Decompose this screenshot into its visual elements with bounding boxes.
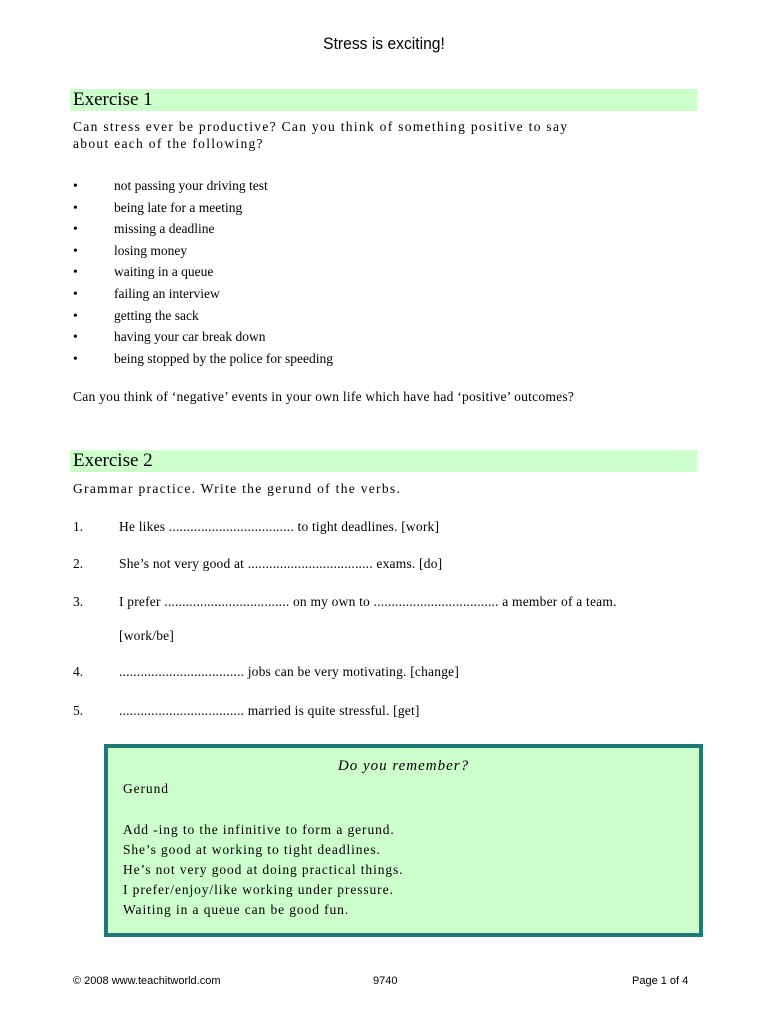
list-item <box>73 240 333 262</box>
list-item-text: waiting in a queue <box>114 264 214 280</box>
reminder-box <box>104 744 703 937</box>
question-number: 3. <box>73 594 84 609</box>
list-item <box>73 283 333 305</box>
bullet-icon: • <box>73 285 78 301</box>
bullet-icon: • <box>73 221 78 237</box>
bullet-icon: • <box>73 178 78 193</box>
question-text: She’s not very good at ................................... exams. [do] <box>119 556 443 571</box>
footer-copyright: © 2008 www.teachitworld.com <box>73 975 221 987</box>
question-text: I prefer ................................... on my own to ................................... a member of a team. <box>119 594 617 609</box>
exercise-1-intro-line-1: Can stress ever be productive? Can you think of something positive to say <box>73 119 569 134</box>
question-5 <box>73 703 420 719</box>
list-item <box>73 261 333 283</box>
list-item <box>73 348 333 370</box>
list-item-text: not passing your driving test <box>114 178 268 193</box>
exercise-1-bullet-list <box>73 175 333 369</box>
exercise-2-intro: Grammar practice. Write the gerund of the verbs. <box>73 481 402 496</box>
list-item <box>73 305 333 327</box>
list-item-text: having your car break down <box>114 329 266 345</box>
exercise-1-question: Can you think of ‘negative’ events in your own life which have had ‘positive’ outcomes? <box>73 389 575 404</box>
reminder-line: She’s good at working to tight deadlines. <box>123 842 381 857</box>
exercise-1-heading: Exercise 1 <box>70 89 697 111</box>
reminder-title: Do you remember? <box>337 758 470 774</box>
list-item-text: missing a deadline <box>114 221 215 237</box>
exercise-1-intro-line-2: about each of the following? <box>73 136 264 151</box>
reminder-line: He’s not very good at doing practical things. <box>123 862 404 877</box>
question-3-hint <box>73 628 174 644</box>
list-item-text: being stopped by the police for speeding <box>114 350 333 366</box>
question-text: He likes ................................... to tight deadlines. [work] <box>119 519 440 534</box>
list-item <box>73 326 333 348</box>
question-1 <box>73 519 439 535</box>
question-number: 2. <box>73 556 84 571</box>
list-item <box>73 197 333 219</box>
question-number: 4. <box>73 664 84 679</box>
bullet-icon: • <box>73 242 78 258</box>
question-3 <box>73 594 617 610</box>
reminder-line: Waiting in a queue can be good fun. <box>123 902 350 917</box>
question-2 <box>73 556 442 572</box>
question-number: 5. <box>73 703 84 718</box>
bullet-icon: • <box>73 350 78 366</box>
question-4 <box>73 664 459 680</box>
footer-page-number: Page 1 of 4 <box>632 975 689 987</box>
bullet-icon: • <box>73 329 78 345</box>
page-title: Stress is exciting! <box>323 34 445 53</box>
question-text: [work/be] <box>119 628 175 643</box>
list-item-text: failing an interview <box>114 285 220 301</box>
reminder-line: Add -ing to the infinitive to form a gerund. <box>123 822 395 837</box>
question-text: ................................... married is quite stressful. [get] <box>119 703 420 718</box>
bullet-icon: • <box>73 307 78 323</box>
list-item <box>73 175 333 197</box>
question-number: 1. <box>73 519 84 534</box>
reminder-line: I prefer/enjoy/like working under pressure. <box>123 882 394 897</box>
list-item-text: being late for a meeting <box>114 199 243 215</box>
exercise-2-heading: Exercise 2 <box>70 450 697 472</box>
footer-code: 9740 <box>373 975 398 987</box>
bullet-icon: • <box>73 264 78 280</box>
list-item-text: losing money <box>114 242 188 258</box>
list-item <box>73 218 333 240</box>
reminder-subtitle: Gerund <box>123 781 169 796</box>
bullet-icon: • <box>73 199 78 215</box>
question-text: ................................... jobs can be very motivating. [change] <box>119 664 460 679</box>
list-item-text: getting the sack <box>114 307 199 323</box>
